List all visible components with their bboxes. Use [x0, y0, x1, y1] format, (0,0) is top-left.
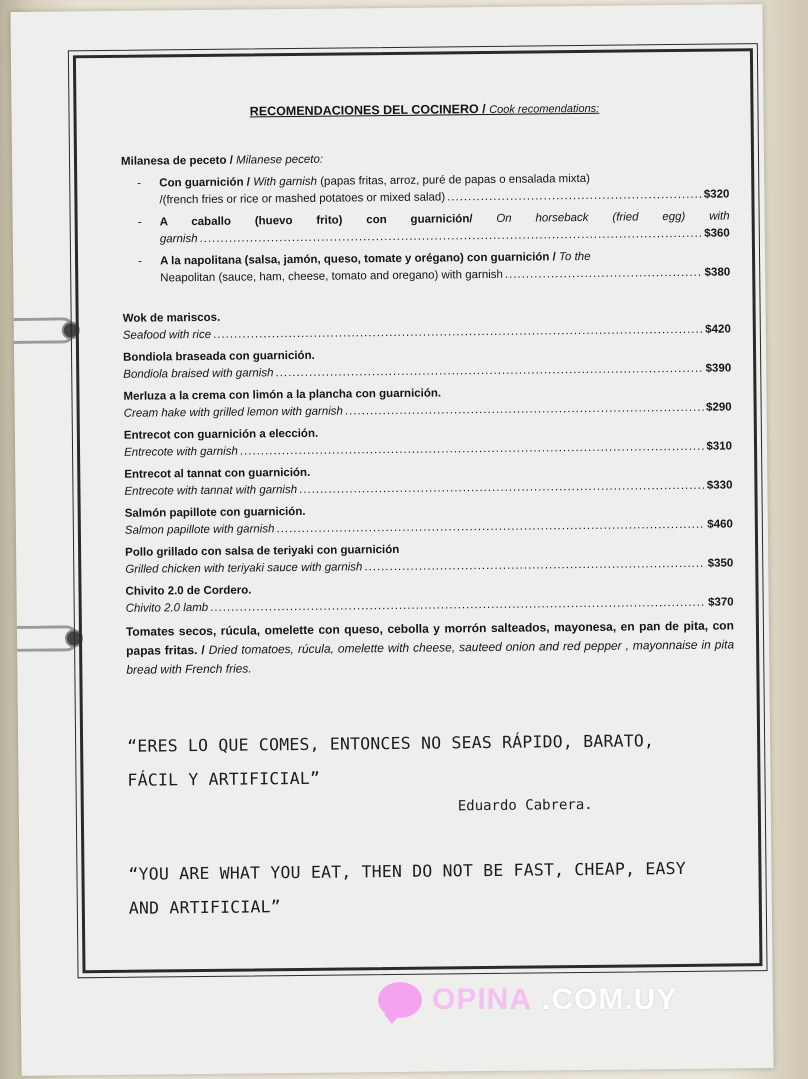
- dish-item: [125, 499, 733, 539]
- dish-name-en: Entrecote with tannat with garnish: [124, 483, 298, 498]
- dish-name-es: Wok de mariscos.: [122, 311, 221, 325]
- dish-item: [125, 538, 733, 578]
- dish-price: $290: [705, 401, 732, 414]
- item-price: $320: [703, 188, 730, 201]
- dish-price: $330: [706, 479, 733, 492]
- item-name-en: With garnish: [253, 175, 318, 189]
- dish-list: [123, 304, 734, 617]
- dot-leader: [447, 187, 702, 207]
- dish-price: $370: [708, 596, 734, 609]
- dish-price: $460: [707, 518, 733, 531]
- dish-name-en: Seafood with rice: [122, 328, 212, 342]
- item-name-es: Con guarnición /: [159, 176, 251, 190]
- item-name-en: On horseback (fried egg) with: [496, 210, 730, 225]
- section-spacer: [128, 811, 736, 857]
- binder-ring-top: [14, 317, 75, 344]
- quote-english: [128, 851, 737, 925]
- dot-leader: [275, 361, 703, 382]
- milanesa-heading-es: Milanesa de peceto /: [120, 154, 233, 168]
- dot-leader: [345, 400, 704, 421]
- dish-item: [123, 382, 731, 422]
- dish-item: [124, 421, 732, 461]
- dish-item: [124, 460, 732, 500]
- speech-bubble-icon: [378, 982, 422, 1018]
- milanesa-item-guarnicion: [121, 169, 729, 209]
- menu-title-es: RECOMENDACIONES DEL COCINERO /: [249, 101, 486, 119]
- item-description-en: /(french fries or rice or mashed potatoes or mixed salad): [159, 191, 446, 207]
- bullet-dash: -: [137, 177, 142, 190]
- binder-ring-bottom: [17, 625, 78, 652]
- dot-leader: [505, 265, 703, 284]
- milanesa-heading-en: Milanese peceto:: [236, 153, 324, 167]
- bullet-dash: -: [137, 216, 142, 229]
- dish-name-es: Salmón papillote con guarnición.: [124, 505, 306, 520]
- dot-leader: [299, 478, 705, 499]
- quote-spanish: [127, 723, 736, 797]
- bullet-dash: -: [138, 255, 142, 268]
- menu-title: [120, 99, 728, 119]
- dish-name-es: Entrecot con guarnición a elección.: [123, 427, 319, 442]
- dish-name-es: Pollo grillado con salsa de teriyaki con guarnición: [125, 543, 400, 559]
- dish-name-es: Entrecot al tannat con guarnición.: [124, 466, 311, 481]
- section-spacer: [126, 673, 734, 729]
- menu-frame: [73, 48, 763, 973]
- dot-leader: [240, 439, 705, 461]
- quote-en-line: “YOU ARE WHAT YOU EAT, THEN DO NOT BE FAST, CHEAP, EASY: [128, 858, 686, 884]
- chivito-description-es: Tomates secos, rúcula, omelette con queso, cebolla y morrón salteados, mayonesa, en pan de pita, con papas fritas. /: [125, 618, 734, 658]
- dish-price: $350: [707, 557, 734, 570]
- dish-price: $390: [705, 362, 732, 375]
- menu-title-en: Cook recomendations:: [489, 102, 600, 116]
- item-price: $380: [704, 266, 731, 279]
- dish-price: $420: [705, 323, 731, 336]
- milanesa-item-napolitana: [122, 247, 730, 287]
- dish-name-es: Chivito 2.0 de Cordero.: [125, 584, 252, 598]
- menu-page: [10, 4, 773, 1076]
- item-description: (papas fritas, arroz, puré de papas o ensalada mixta): [320, 172, 591, 188]
- watermark-domain: .COM.UY: [542, 983, 678, 1016]
- dish-item: [123, 343, 731, 383]
- milanesa-heading: [121, 147, 729, 170]
- quote-es-line: “ERES LO QUE COMES, ENTONCES NO SEAS RÁPIDO, BARATO,: [127, 731, 655, 756]
- milanesa-item-caballo: [122, 208, 730, 248]
- item-description-en: Neapolitan (sauce, ham, cheese, tomato and oregano) with garnish: [160, 268, 503, 285]
- dish-name-en: Grilled chicken with teriyaki sauce with garnish: [125, 561, 363, 576]
- quote-en-line: AND ARTIFICIAL”: [128, 897, 281, 918]
- watermark-brand: OPINA: [432, 983, 533, 1016]
- dish-item: [123, 304, 731, 344]
- dot-leader: [364, 556, 705, 577]
- dish-name-en: Chivito 2.0 lamb: [125, 601, 209, 615]
- item-description-en: garnish: [159, 233, 198, 246]
- opina-watermark: [378, 982, 677, 1018]
- item-name-es: A la napolitana (salsa, jamón, queso, tomate y orégano) con guarnición /: [160, 251, 556, 268]
- chivito-description: [126, 616, 735, 679]
- dish-item: [125, 577, 733, 617]
- dish-name-en: Bondiola braised with garnish: [123, 367, 274, 381]
- item-name-en: To the: [558, 250, 591, 264]
- dish-name-en: Salmon papillote with garnish: [124, 523, 275, 537]
- dish-name-es: Bondiola braseada con guarnición.: [123, 349, 315, 364]
- item-name-es: A caballo (huevo frito) con guarnición/: [159, 213, 473, 229]
- dish-name-en: Entrecote with garnish: [124, 445, 238, 459]
- quote-author: Eduardo Cabrera.: [457, 796, 593, 815]
- dish-name-es: Merluza a la crema con limón a la plancha con guarnición.: [123, 387, 442, 403]
- dot-leader: [276, 517, 705, 538]
- dish-name-en: Cream hake with grilled lemon with garnish: [123, 405, 343, 420]
- dish-price: $310: [706, 440, 733, 453]
- chivito-description-en: Dried tomatoes, rúcula, omelette with cheese, sauteed onion and red pepper , mayonnaise in pita bread with French fries.: [126, 637, 735, 677]
- quote-es-line: FÁCIL Y ARTIFICIAL”: [127, 768, 321, 790]
- item-price: $360: [704, 227, 730, 240]
